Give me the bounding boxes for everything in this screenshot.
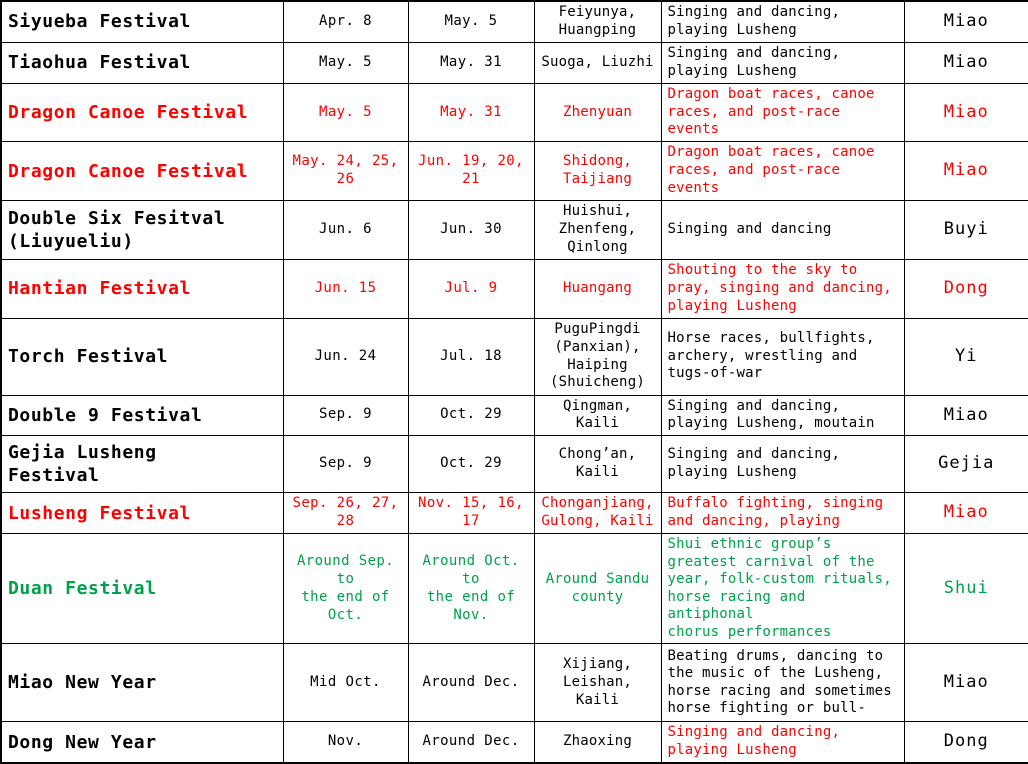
table-row [1,142,1028,201]
cell-location: Feiyunya, Huangping [534,1,661,42]
table-row [1,436,1028,493]
cell-ethnic-group: Gejia [904,436,1028,493]
cell-ethnic-group: Miao [904,1,1028,42]
cell-activities: Shui ethnic group’s greatest carnival of the year, folk-custom rituals, horse racing and antiphonal chorus performances [661,534,904,644]
cell-lunar-date: Sep. 9 [283,436,408,493]
cell-activities: Singing and dancing [661,201,904,260]
cell-activities: Singing and dancing, playing Lusheng [661,722,904,763]
cell-location: Zhaoxing [534,722,661,763]
cell-location: Around Sandu county [534,534,661,644]
cell-location: Shidong, Taijiang [534,142,661,201]
cell-festival-name: Dong New Year [1,722,283,763]
table-row [1,42,1028,83]
cell-location: PuguPingdi (Panxian), Haiping (Shuicheng) [534,318,661,395]
cell-festival-name: Double 9 Festival [1,395,283,436]
cell-location: Chong’an, Kaili [534,436,661,493]
cell-location: Huangang [534,259,661,318]
cell-gregorian-date: Jul. 18 [408,318,534,395]
table-row [1,1,1028,42]
cell-gregorian-date: Around Dec. [408,644,534,722]
cell-festival-name: Hantian Festival [1,259,283,318]
cell-location: Huishui, Zhenfeng, Qinlong [534,201,661,260]
cell-lunar-date: Jun. 6 [283,201,408,260]
cell-lunar-date: Apr. 8 [283,1,408,42]
cell-gregorian-date: Around Oct. to the end of Nov. [408,534,534,644]
cell-activities: Buffalo fighting, singing and dancing, playing [661,493,904,534]
cell-lunar-date: Around Sep. to the end of Oct. [283,534,408,644]
cell-festival-name: Miao New Year [1,644,283,722]
cell-lunar-date: Jun. 15 [283,259,408,318]
table-row [1,722,1028,763]
cell-lunar-date: Jun. 24 [283,318,408,395]
cell-ethnic-group: Miao [904,493,1028,534]
cell-festival-name: Gejia Lusheng Festival [1,436,283,493]
cell-activities: Horse races, bullfights, archery, wrestling and tugs-of-war [661,318,904,395]
table-row [1,395,1028,436]
cell-location: Xijiang, Leishan, Kaili [534,644,661,722]
cell-festival-name: Dragon Canoe Festival [1,142,283,201]
cell-activities: Shouting to the sky to pray, singing and dancing, playing Lusheng [661,259,904,318]
cell-lunar-date: May. 5 [283,83,408,142]
cell-activities: Singing and dancing, playing Lusheng [661,1,904,42]
table-row [1,259,1028,318]
cell-ethnic-group: Shui [904,534,1028,644]
cell-activities: Beating drums, dancing to the music of the Lusheng, horse racing and sometimes horse fighting or bull- [661,644,904,722]
cell-gregorian-date: Oct. 29 [408,436,534,493]
table-row [1,644,1028,722]
cell-festival-name: Tiaohua Festival [1,42,283,83]
cell-lunar-date: Nov. [283,722,408,763]
table-row [1,318,1028,395]
cell-festival-name: Duan Festival [1,534,283,644]
cell-location: Chonganjiang, Gulong, Kaili [534,493,661,534]
cell-festival-name: Double Six Fesitval (Liuyueliu) [1,201,283,260]
cell-festival-name: Siyueba Festival [1,1,283,42]
cell-activities: Dragon boat races, canoe races, and post-race events [661,142,904,201]
cell-lunar-date: Mid Oct. [283,644,408,722]
cell-ethnic-group: Miao [904,83,1028,142]
festival-table-body [1,1,1028,763]
table-row [1,534,1028,644]
cell-gregorian-date: Jun. 30 [408,201,534,260]
table-row [1,83,1028,142]
cell-activities: Singing and dancing, playing Lusheng, moutain [661,395,904,436]
cell-gregorian-date: Oct. 29 [408,395,534,436]
cell-activities: Dragon boat races, canoe races, and post-race events [661,83,904,142]
cell-ethnic-group: Miao [904,644,1028,722]
cell-gregorian-date: May. 31 [408,42,534,83]
cell-gregorian-date: Jul. 9 [408,259,534,318]
cell-festival-name: Dragon Canoe Festival [1,83,283,142]
cell-lunar-date: Sep. 26, 27, 28 [283,493,408,534]
cell-ethnic-group: Miao [904,142,1028,201]
cell-ethnic-group: Buyi [904,201,1028,260]
cell-lunar-date: May. 5 [283,42,408,83]
table-row [1,201,1028,260]
cell-gregorian-date: Nov. 15, 16, 17 [408,493,534,534]
cell-ethnic-group: Yi [904,318,1028,395]
cell-festival-name: Torch Festival [1,318,283,395]
cell-festival-name: Lusheng Festival [1,493,283,534]
cell-activities: Singing and dancing, playing Lusheng [661,436,904,493]
cell-location: Qingman, Kaili [534,395,661,436]
cell-ethnic-group: Miao [904,395,1028,436]
cell-location: Suoga, Liuzhi [534,42,661,83]
cell-gregorian-date: May. 31 [408,83,534,142]
cell-gregorian-date: Around Dec. [408,722,534,763]
cell-location: Zhenyuan [534,83,661,142]
cell-gregorian-date: Jun. 19, 20, 21 [408,142,534,201]
table-row [1,493,1028,534]
cell-gregorian-date: May. 5 [408,1,534,42]
cell-ethnic-group: Dong [904,259,1028,318]
cell-ethnic-group: Dong [904,722,1028,763]
cell-activities: Singing and dancing, playing Lusheng [661,42,904,83]
cell-ethnic-group: Miao [904,42,1028,83]
cell-lunar-date: May. 24, 25, 26 [283,142,408,201]
cell-lunar-date: Sep. 9 [283,395,408,436]
